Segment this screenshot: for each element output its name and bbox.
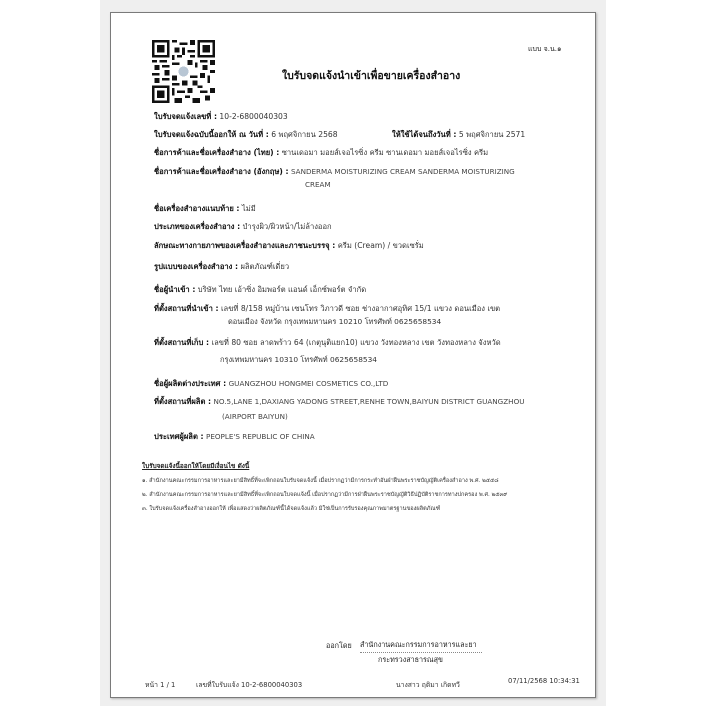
- cosmetic-type-value: บำรุงผิว/ผิวหน้า/ไม่ล้างออก: [242, 222, 332, 231]
- footer-reference: เลขที่ใบรับแจ้ง 10-2-6800040303: [196, 681, 303, 689]
- form-code: แบบ จ.น.๑: [528, 45, 562, 53]
- cosmetic-type-row: [154, 221, 332, 233]
- country-of-origin-value: PEOPLE'S REPUBLIC OF CHINA: [206, 432, 315, 441]
- foreign-manufacturer-row: [154, 378, 388, 390]
- condition-item: ๒. สำนักงานคณะกรรมการอาหารและยามีสิทธิ์ที่จะเพิกถอนใบจดแจ้งนี้ เมื่อปรากฏว่ามีการฝ่าฝืนพระราชบัญญัติวิธีปฏิบัติราชการทางปกครอง พ.ศ. ๒๕๓๙: [142, 492, 508, 498]
- qr-code-icon: [152, 40, 215, 103]
- importer-address-label: ที่ตั้งสถานที่นำเข้า :: [154, 304, 219, 313]
- appendix-name-label: ชื่อเครื่องสำอางแนบท้าย :: [154, 204, 240, 213]
- storage-address-row: [154, 337, 501, 349]
- issued-by-value: สำนักงานคณะกรรมการอาหารและยา: [360, 640, 482, 653]
- importer-name-row: [154, 284, 366, 296]
- manufacturer-address-cont: (AIRPORT BAIYUN): [222, 412, 288, 421]
- print-timestamp: 07/11/2568 10:34:31: [508, 677, 580, 685]
- issue-date-value: 6 พฤศจิกายน 2568: [271, 130, 338, 139]
- trade-name-en-value: SANDERMA MOISTURIZING CREAM SANDERMA MOISTURIZING: [290, 167, 515, 176]
- importer-name-label: ชื่อผู้นำเข้า :: [154, 285, 196, 294]
- document-title: ใบรับจดแจ้งนำเข้าเพื่อขายเครื่องสำอาง: [282, 70, 461, 82]
- appendix-name-value: ไม่มี: [241, 204, 256, 213]
- page-number: หน้า 1 / 1: [145, 681, 176, 689]
- manufacturer-address-value: NO.5,LANE 1,DAXIANG YADONG STREET,RENHE TOWN,BAIYUN DISTRICT GUANGZHOU: [213, 397, 525, 406]
- officer-name: นางสาว ฤติมา เกิดทวี: [396, 681, 460, 689]
- notification-number-label: ใบรับจดแจ้งเลขที่ :: [154, 112, 217, 121]
- trade-name-en-label: ชื่อการค้าและชื่อเครื่องสำอาง (อังกฤษ) :: [154, 167, 289, 176]
- ministry-name: กระทรวงสาธารณสุข: [378, 655, 443, 664]
- manufacturer-address-row: [154, 396, 525, 408]
- conditions-title: ใบรับจดแจ้งนี้ออกให้โดยมีเงื่อนไข ดังนี้: [142, 462, 250, 470]
- notification-number-value: 10-2-6800040303: [219, 112, 288, 121]
- importer-address-cont: ดอนเมือง จังหวัด กรุงเทพมหานคร 10210 โทรศัพท์ 0625658534: [228, 317, 442, 326]
- importer-name-value: บริษัท ไทย เอ้าซิ่ง อิมพอร์ต แอนด์ เอ็กซ์พอร์ต จำกัด: [197, 285, 367, 294]
- trade-name-th-row: [154, 147, 488, 159]
- importer-address-row: [154, 303, 500, 315]
- foreign-manufacturer-label: ชื่อผู้ผลิตต่างประเทศ :: [154, 379, 227, 388]
- notification-number-row: [154, 111, 288, 123]
- importer-address-value: เลขที่ 8/158 หมู่บ้าน เซนโทร วิภาวดี ซอย ช่างอากาศอุทิศ 15/1 แขวง ดอนเมือง เขต: [220, 304, 501, 313]
- product-form-label: รูปแบบของเครื่องสำอาง :: [154, 262, 239, 271]
- country-of-origin-label: ประเทศผู้ผลิต :: [154, 432, 204, 441]
- product-form-value: ผลิตภัณฑ์เดี่ยว: [240, 262, 290, 271]
- product-form-row: [154, 261, 289, 273]
- valid-until-label: ให้ใช้ได้จนถึงวันที่ :: [392, 130, 457, 139]
- physical-form-label: ลักษณะทางกายภาพของเครื่องสำอางและภาชนะบรรจุ :: [154, 241, 336, 250]
- storage-address-value: เลขที่ 80 ซอย ลาดพร้าว 64 (เกตุนุติแยก10) แขวง วังทองหลาง เขต วังทองหลาง จังหวัด: [211, 338, 501, 347]
- storage-address-label: ที่ตั้งสถานที่เก็บ :: [154, 338, 210, 347]
- trade-name-en-row: [154, 166, 515, 178]
- issue-date-row: [154, 129, 338, 141]
- physical-form-value: ครีม (Cream) / ขวดเซรั่ม: [337, 241, 424, 250]
- condition-item: ๓. ใบรับจดแจ้งเครื่องสำอางออกให้ เพื่อแสดงว่าผลิตภัณฑ์นี้ได้จดแจ้งแล้ว มิใช่เป็นการรับรองคุณภาพมาตรฐานของผลิตภัณฑ์: [142, 506, 441, 512]
- country-of-origin-row: [154, 431, 315, 443]
- valid-until-value: 5 พฤศจิกายน 2571: [458, 130, 526, 139]
- physical-form-row: [154, 240, 424, 252]
- appendix-name-row: [154, 203, 256, 215]
- cosmetic-type-label: ประเภทของเครื่องสำอาง :: [154, 222, 241, 231]
- condition-item: ๑. สำนักงานคณะกรรมการอาหารและยามีสิทธิ์ที่จะเพิกถอนใบรับจดแจ้งนี้ เมื่อปรากฏว่ามีการกระทำอันฝ่าฝืนพระราชบัญญัติเครื่องสำอาง พ.ศ. ๒๕๕๘: [142, 478, 499, 484]
- valid-until-row: [392, 129, 525, 141]
- storage-address-cont: กรุงเทพมหานคร 10310 โทรศัพท์ 0625658534: [220, 355, 378, 364]
- foreign-manufacturer-value: GUANGZHOU HONGMEI COSMETICS CO.,LTD: [228, 379, 389, 388]
- trade-name-th-value: ซานเดอมา มอยส์เจอไรซิ่ง ครีม ซานเดอมา มอยส์เจอไรซิ่ง ครีม: [281, 148, 489, 157]
- issued-by-label: ออกโดย: [326, 641, 352, 650]
- manufacturer-address-label: ที่ตั้งสถานที่ผลิต :: [154, 397, 212, 406]
- issue-date-label: ใบรับจดแจ้งฉบับนี้ออกให้ ณ วันที่ :: [154, 130, 269, 139]
- trade-name-th-label: ชื่อการค้าและชื่อเครื่องสำอาง (ไทย) :: [154, 148, 280, 157]
- trade-name-en-value-cont: CREAM: [305, 180, 331, 189]
